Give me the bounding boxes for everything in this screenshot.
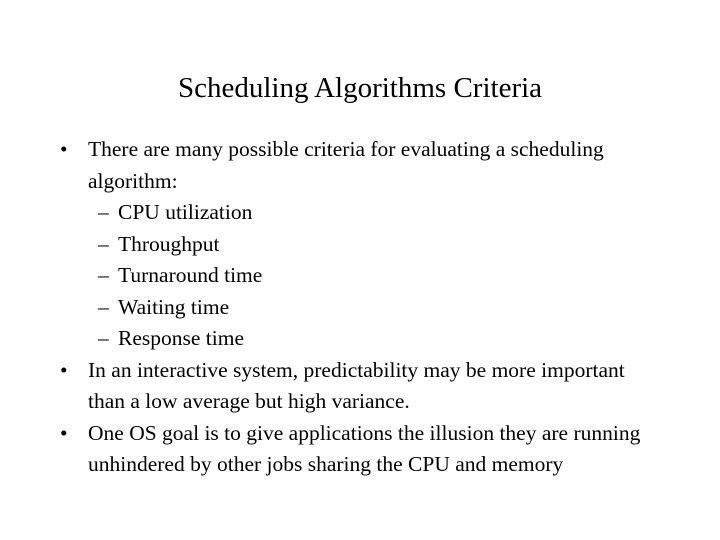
bullet-item: [56, 418, 656, 481]
dash-marker: –: [98, 200, 109, 224]
sub-item-text: Turnaround time: [118, 263, 263, 287]
sub-item: [56, 323, 656, 355]
bullet-text: In an interactive system, predictability may be more important than a low average but high variance.: [88, 357, 625, 413]
sub-item: [56, 260, 656, 292]
dash-marker: –: [98, 231, 109, 256]
dash-marker: –: [98, 326, 109, 350]
sub-item: [56, 292, 656, 324]
sub-item: [56, 229, 656, 261]
sub-item: [56, 197, 656, 229]
dash-marker: –: [98, 263, 109, 287]
bullet-marker: •: [60, 357, 68, 382]
slide-content: [56, 134, 656, 481]
bullet-marker: •: [60, 137, 68, 161]
sub-item-text: Throughput: [118, 231, 220, 256]
slide-title: Scheduling Algorithms Criteria: [177, 72, 543, 104]
dash-marker: –: [98, 294, 109, 319]
sub-item-text: Waiting time: [118, 294, 230, 319]
bullet-marker: •: [60, 420, 68, 445]
sub-item-text: CPU utilization: [118, 200, 253, 224]
bullet-item: [56, 134, 656, 197]
bullet-text: There are many possible criteria for evaluating a scheduling algorithm:: [88, 137, 604, 193]
bullet-text: One OS goal is to give applications the illusion they are running unhindered by other jobs sharing the CPU and memory: [88, 420, 641, 476]
sub-item-text: Response time: [118, 326, 244, 350]
bullet-item: [56, 355, 656, 418]
